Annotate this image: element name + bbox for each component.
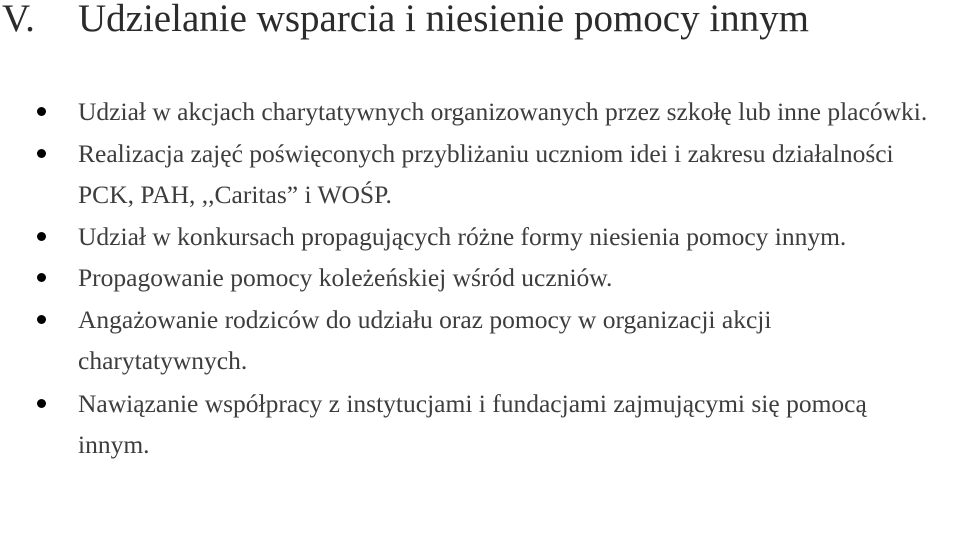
bullet-dot-icon bbox=[37, 107, 46, 116]
title-text: Udzielanie wsparcia i niesienie pomocy innym bbox=[78, 0, 810, 40]
list-item-text: Udział w konkursach propagujących różne formy niesienia pomocy innym. bbox=[78, 221, 847, 251]
list-item bbox=[0, 383, 959, 466]
list-item bbox=[0, 216, 959, 258]
bullet-dot-icon bbox=[37, 399, 46, 408]
list-item-text: Udział w akcjach charytatywnych organizowanych przez szkołę lub inne placówki. bbox=[78, 97, 928, 126]
list-item-text: Propagowanie pomocy koleżeńskiej wśród uczniów. bbox=[78, 263, 613, 292]
list-item-text: Nawiązanie współpracy z instytucjami i fundacjami zajmującymi się pomocą innym. bbox=[78, 388, 867, 459]
bullet-dot-icon bbox=[37, 315, 46, 324]
bullet-list bbox=[0, 91, 959, 466]
bullet-dot-icon bbox=[37, 232, 46, 241]
bullet-dot-icon bbox=[37, 149, 46, 158]
list-item bbox=[0, 91, 959, 133]
list-item bbox=[0, 299, 959, 382]
page-title bbox=[2, 0, 809, 42]
list-item bbox=[0, 133, 959, 216]
bullet-dot-icon bbox=[37, 273, 46, 282]
list-item-text: Realizacja zajęć poświęconych przybliżaniu uczniom idei i zakresu działalności PCK, PAH, ,,Caritas” i WOŚP. bbox=[78, 138, 894, 209]
list-item-text: Angażowanie rodziców do udziału oraz pomocy w organizacji akcji charytatywnych. bbox=[78, 304, 772, 375]
title-number: V. bbox=[2, 0, 35, 40]
list-item bbox=[0, 257, 959, 299]
